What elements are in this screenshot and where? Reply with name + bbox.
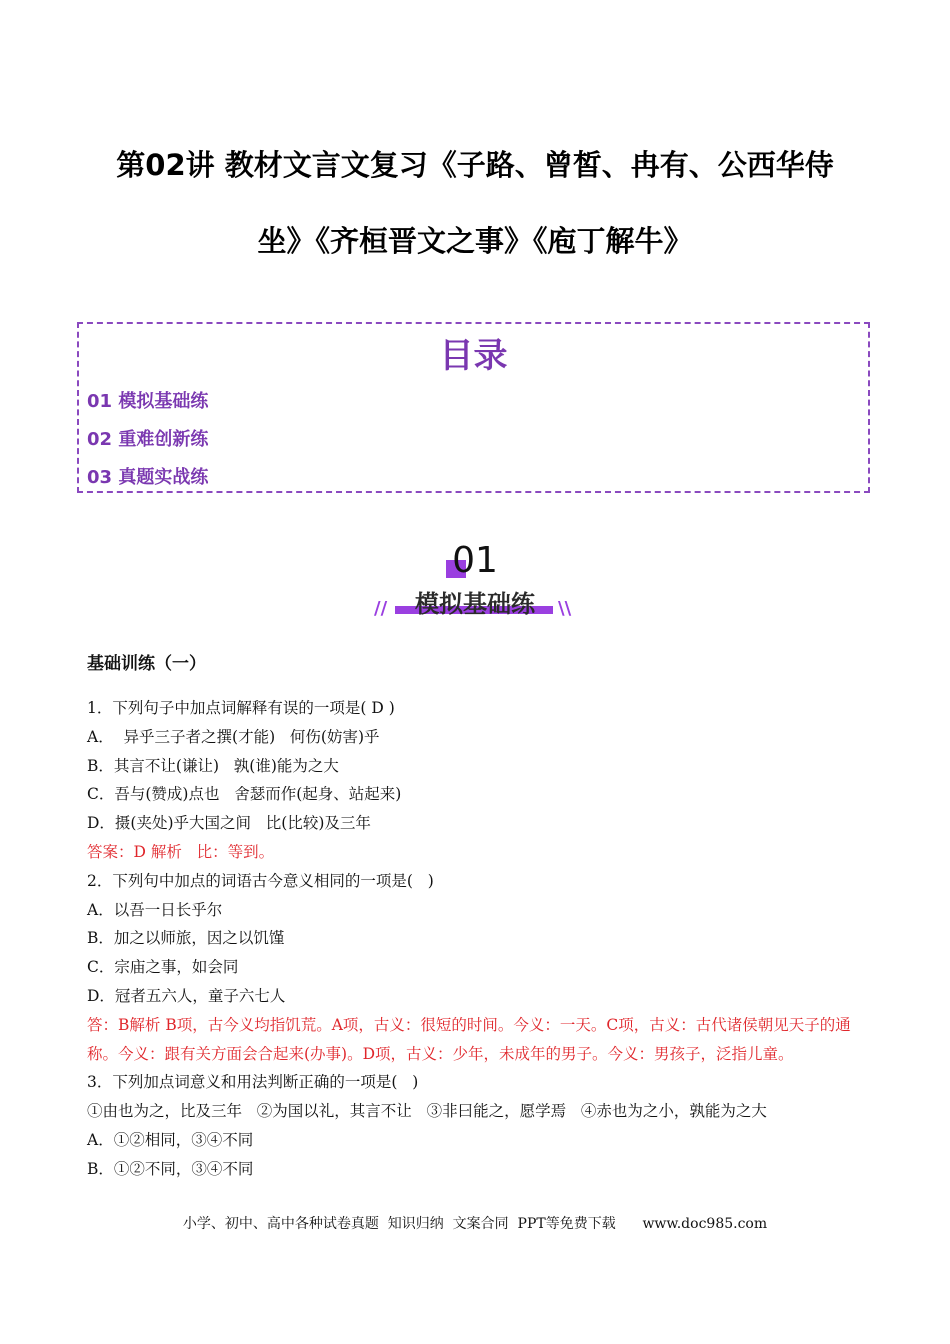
question-3-items: ①由也为之，比及三年 ②为国以礼，其言不让 ③非曰能之，愿学焉 ④赤也为之小，孰能为之大 [87, 1102, 767, 1121]
toc-title: 目录 [439, 336, 508, 376]
question-2-answer: 答：B解析 B项，古今义均指饥荒。A项，古义：很短的时间。今义：一天。C项，古义：古代诸侯朝见天子的通称。今义：跟有关方面会合起来(办事)。D项，古义：少年，未成年的男子。今义：男孩子，泛指儿童。 [87, 1015, 851, 1063]
question-2-option-b: B．加之以师旅，因之以饥馑 [87, 929, 285, 948]
question-1-option-c: C．吾与(赞成)点也 舍瑟而作(起身、站起来) [87, 785, 402, 804]
subsection-heading: 基础训练（一） [87, 654, 206, 674]
toc-item-real-exam[interactable]: 03 真题实战练 [87, 467, 209, 488]
page-footer: 小学、初中、高中各种试卷真题 知识归纳 文案合同 PPT等免费下载 www.doc985.com [182, 1216, 768, 1232]
toc-item-innovation[interactable]: 02 重难创新练 [87, 429, 209, 450]
question-3-stem: 3．下列加点词意义和用法判断正确的一项是( ) [87, 1073, 419, 1092]
question-list [87, 694, 862, 1184]
question-1-option-d: D．摄(夹处)乎大国之间 比(比较)及三年 [87, 814, 371, 833]
question-1-option-b: B．其言不让(谦让) 孰(谁)能为之大 [87, 756, 339, 775]
question-1-answer: 答案：D 解析 比：等到。 [87, 842, 275, 861]
question-2-option-d: D．冠者五六人，童子六七人 [87, 986, 286, 1005]
section-header [370, 540, 580, 625]
question-3-option-a: A．①②相同，③④不同 [87, 1130, 254, 1149]
question-1-stem: 1．下列句子中加点词解释有误的一项是( D ) [87, 699, 395, 717]
question-2-stem: 2．下列句中加点的词语古今意义相同的一项是( ) [87, 871, 434, 890]
question-1-option-a: A． 异乎三子者之撰(才能) 何伤(妨害)乎 [87, 727, 380, 746]
section-number: 01 [452, 540, 498, 581]
question-2-option-c: C．宗庙之事，如会同 [87, 958, 239, 977]
question-3-option-b: B．①②不同，③④不同 [87, 1159, 254, 1178]
document-title-line2: 坐》《齐桓晋文之事》《庖丁解牛》 [257, 224, 693, 258]
decorative-slash-right-icon: \\ [558, 598, 572, 619]
toc-item-basic[interactable]: 01 模拟基础练 [87, 391, 209, 412]
document-title-line1: 第02讲 教材文言文复习《子路、曾皙、冉有、公西华侍 [116, 148, 834, 182]
decorative-slash-left-icon: // [374, 598, 388, 619]
section-title: 模拟基础练 [415, 590, 535, 618]
table-of-contents [77, 322, 870, 493]
question-2-option-a: A．以吾一日长乎尔 [87, 900, 223, 919]
